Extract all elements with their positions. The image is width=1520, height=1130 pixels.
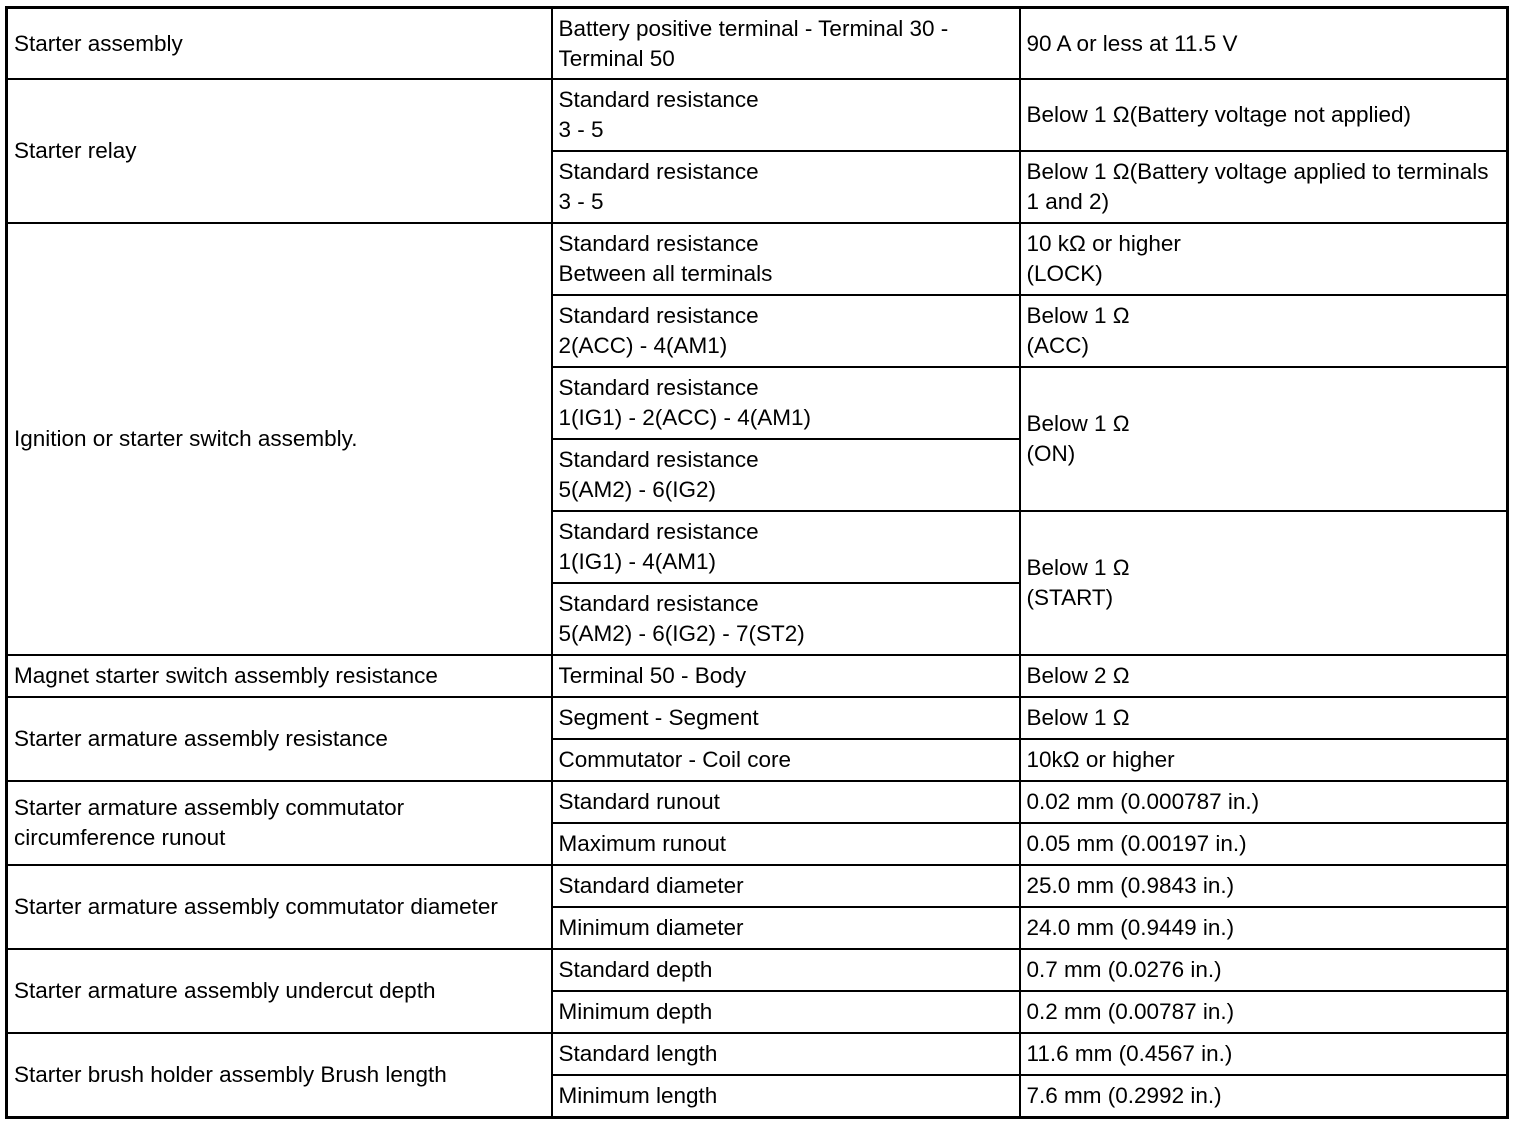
- condition-cell: Standard depth: [552, 949, 1020, 991]
- condition-cell: Standard resistance 5(AM2) - 6(IG2) - 7(ST2): [552, 583, 1020, 655]
- table-row: [7, 697, 1508, 739]
- table-row: [7, 781, 1508, 823]
- condition-cell: Standard resistance 3 - 5: [552, 79, 1020, 151]
- spec-cell: 10kΩ or higher: [1020, 739, 1508, 781]
- table-row: [7, 655, 1508, 697]
- spec-cell: 7.6 mm (0.2992 in.): [1020, 1075, 1508, 1118]
- condition-cell: Maximum runout: [552, 823, 1020, 865]
- spec-cell: 11.6 mm (0.4567 in.): [1020, 1033, 1508, 1075]
- spec-cell: Below 1 Ω (ACC): [1020, 295, 1508, 367]
- spec-cell: 10 kΩ or higher (LOCK): [1020, 223, 1508, 295]
- condition-cell: Minimum depth: [552, 991, 1020, 1033]
- spec-cell: Below 1 Ω (START): [1020, 511, 1508, 655]
- spec-cell: Below 1 Ω(Battery voltage applied to terminals 1 and 2): [1020, 151, 1508, 223]
- item-cell: Ignition or starter switch assembly.: [7, 223, 552, 655]
- condition-cell: Battery positive terminal - Terminal 30 - Terminal 50: [552, 8, 1020, 80]
- table-row: [7, 79, 1508, 151]
- item-cell: Starter brush holder assembly Brush length: [7, 1033, 552, 1118]
- spec-cell: 0.05 mm (0.00197 in.): [1020, 823, 1508, 865]
- condition-cell: Terminal 50 - Body: [552, 655, 1020, 697]
- item-cell: Starter armature assembly resistance: [7, 697, 552, 781]
- condition-cell: Standard resistance 1(IG1) - 2(ACC) - 4(AM1): [552, 367, 1020, 439]
- spec-cell: Below 1 Ω: [1020, 697, 1508, 739]
- condition-cell: Standard resistance 5(AM2) - 6(IG2): [552, 439, 1020, 511]
- condition-cell: Minimum length: [552, 1075, 1020, 1118]
- spec-cell: 0.02 mm (0.000787 in.): [1020, 781, 1508, 823]
- condition-cell: Standard resistance Between all terminals: [552, 223, 1020, 295]
- spec-cell: 0.7 mm (0.0276 in.): [1020, 949, 1508, 991]
- spec-cell: Below 1 Ω (ON): [1020, 367, 1508, 511]
- spec-cell: 0.2 mm (0.00787 in.): [1020, 991, 1508, 1033]
- item-cell: Starter armature assembly commutator circumference runout: [7, 781, 552, 865]
- condition-cell: Standard resistance 2(ACC) - 4(AM1): [552, 295, 1020, 367]
- table-row: [7, 8, 1508, 80]
- condition-cell: Standard resistance 3 - 5: [552, 151, 1020, 223]
- item-cell: Starter armature assembly undercut depth: [7, 949, 552, 1033]
- condition-cell: Commutator - Coil core: [552, 739, 1020, 781]
- condition-cell: Standard length: [552, 1033, 1020, 1075]
- specification-table: [5, 6, 1509, 1119]
- item-cell: Starter assembly: [7, 8, 552, 80]
- table-row: [7, 223, 1508, 295]
- item-cell: Magnet starter switch assembly resistance: [7, 655, 552, 697]
- spec-cell: Below 2 Ω: [1020, 655, 1508, 697]
- spec-cell: 24.0 mm (0.9449 in.): [1020, 907, 1508, 949]
- condition-cell: Standard resistance 1(IG1) - 4(AM1): [552, 511, 1020, 583]
- condition-cell: Standard runout: [552, 781, 1020, 823]
- table-row: [7, 1033, 1508, 1075]
- condition-cell: Segment - Segment: [552, 697, 1020, 739]
- table-row: [7, 949, 1508, 991]
- spec-cell: 25.0 mm (0.9843 in.): [1020, 865, 1508, 907]
- condition-cell: Minimum diameter: [552, 907, 1020, 949]
- spec-cell: 90 A or less at 11.5 V: [1020, 8, 1508, 80]
- spec-cell: Below 1 Ω(Battery voltage not applied): [1020, 79, 1508, 151]
- item-cell: Starter armature assembly commutator diameter: [7, 865, 552, 949]
- condition-cell: Standard diameter: [552, 865, 1020, 907]
- item-cell: Starter relay: [7, 79, 552, 223]
- table-row: [7, 865, 1508, 907]
